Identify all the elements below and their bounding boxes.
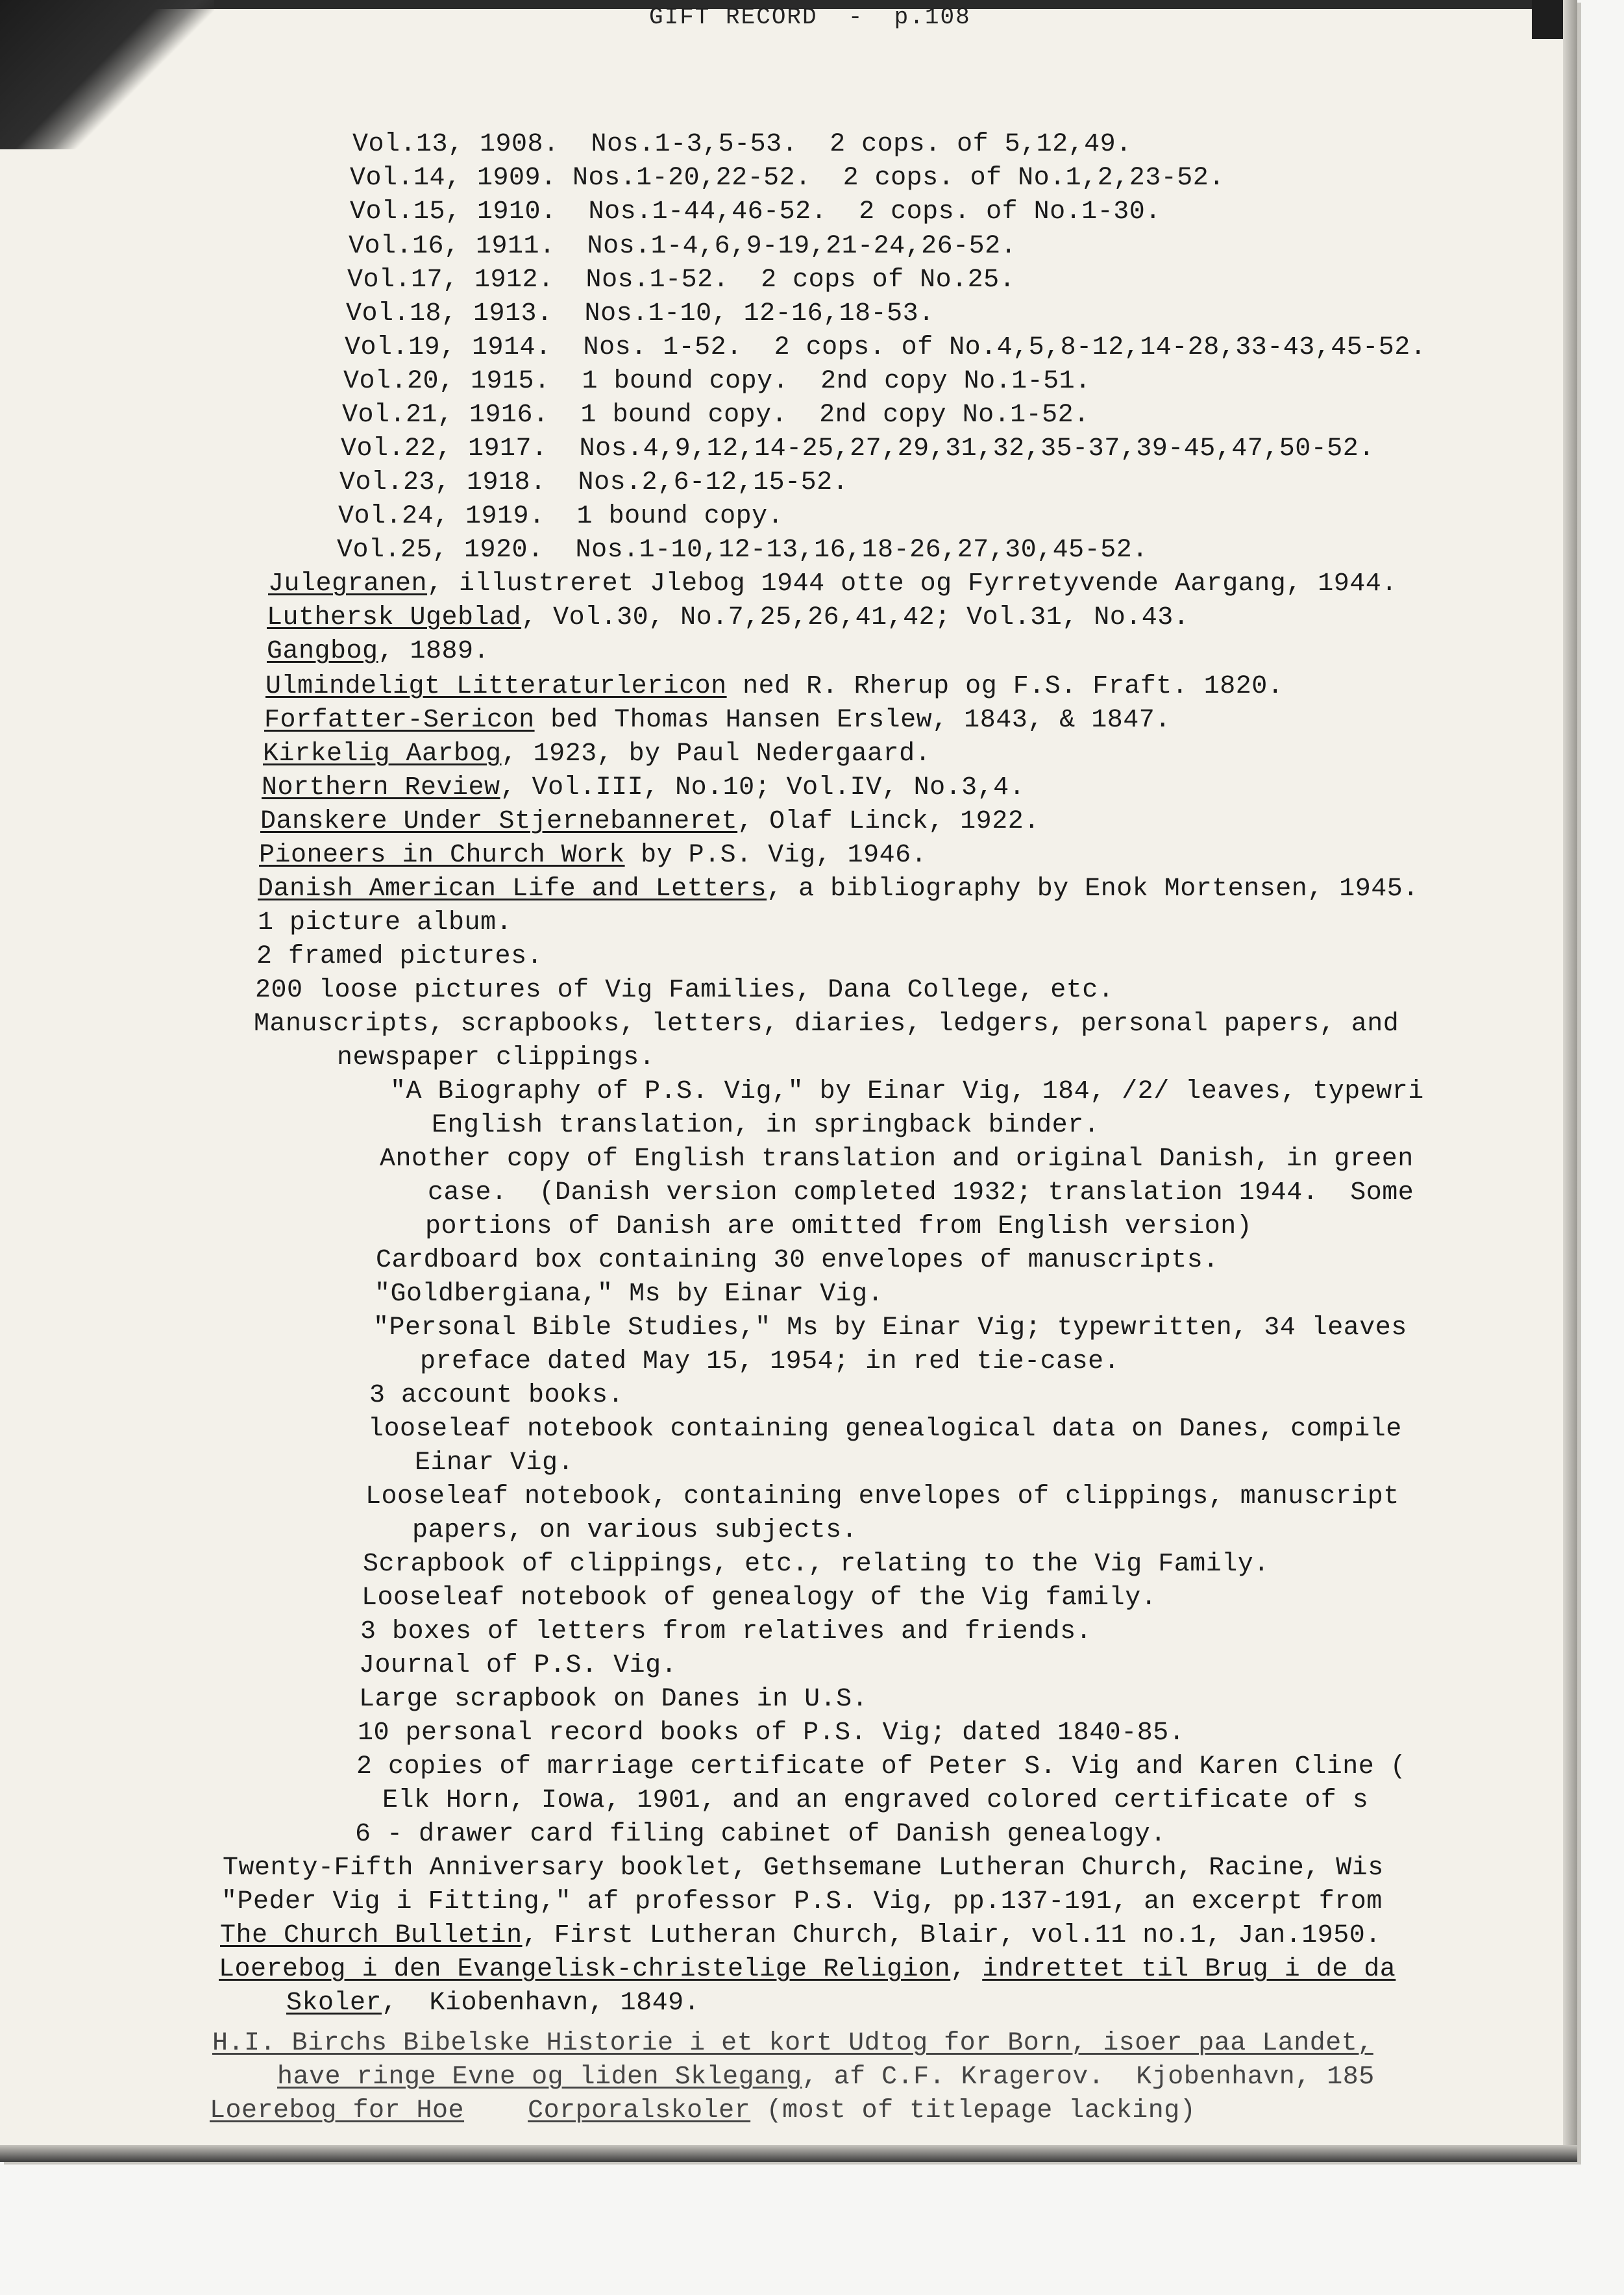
book-entry-julegranen: [268, 569, 1397, 599]
volume-line: Vol.25, 1920. Nos.1-10,12-13,16,18-26,27,30,45-52.: [337, 536, 1148, 565]
item-line: 2 framed pictures.: [256, 942, 543, 971]
volume-line: Vol.18, 1913. Nos.1-10, 12-16,18-53.: [346, 299, 935, 329]
entry-twentyfifth: Twenty-Fifth Anniversary booklet, Gethsemane Lutheran Church, Racine, Wis: [223, 1854, 1384, 1883]
book-detail: , illustreret Jlebog 1944 otte og Fyrretyvende Aargang, 1944.: [427, 569, 1397, 599]
manuscript-line: portions of Danish are omitted from English version): [425, 1212, 1253, 1241]
entry-peder-vig: "Peder Vig i Fitting," af professor P.S. Vig, pp.137-191, an excerpt from: [221, 1887, 1383, 1917]
manuscript-line: looseleaf notebook containing genealogical data on Danes, compile: [368, 1415, 1402, 1444]
page-header: GIFT RECORD - p.108: [649, 4, 971, 31]
book-detail: , Vol.III, No.10; Vol.IV, No.3,4.: [500, 773, 1026, 802]
volume-line: Vol.14, 1909. Nos.1-20,22-52. 2 cops. of No.1,2,23-52.: [350, 164, 1225, 193]
book-detail: bed Thomas Hansen Erslew, 1843, & 1847.: [534, 706, 1171, 735]
manuscript-line: Einar Vig.: [415, 1448, 574, 1478]
book-title-continued: Corporalskoler: [528, 2096, 751, 2126]
book-detail: , 1889.: [378, 637, 490, 666]
book-entry-kirkelig: [263, 739, 931, 769]
book-title: Danish American Life and Letters: [258, 875, 767, 904]
manuscript-line: preface dated May 15, 1954; in red tie-case.: [420, 1347, 1120, 1376]
manuscript-line: "A Biography of P.S. Vig," by Einar Vig, 184, /2/ leaves, typewri: [390, 1077, 1424, 1106]
book-detail: , af C.F. Kragerov. Kjobenhavn, 185: [802, 2063, 1375, 2092]
item-line: Manuscripts, scrapbooks, letters, diaries, ledgers, personal papers, and: [254, 1010, 1399, 1039]
entry-birch: [212, 2029, 1373, 2059]
book-title-continued: indrettet til Brug i de da: [982, 1955, 1396, 1984]
manuscript-line: case. (Danish version completed 1932; translation 1944. Some: [428, 1178, 1414, 1208]
book-title: H.I. Birchs Bibelske Historie i et kort Udtog for Born, isoer paa Landet,: [212, 2029, 1373, 2058]
manuscript-line: Elk Horn, Iowa, 1901, and an engraved colored certificate of s: [382, 1786, 1369, 1815]
item-line: 200 loose pictures of Vig Families, Dana College, etc.: [255, 976, 1114, 1005]
book-detail: , 1923, by Paul Nedergaard.: [501, 739, 931, 769]
book-title: The Church Bulletin: [220, 1921, 523, 1950]
scan-edge-bottom: [0, 2145, 1577, 2162]
manuscript-line: Looseleaf notebook, containing envelopes of clippings, manuscript: [365, 1482, 1399, 1511]
manuscript-line: 10 personal record books of P.S. Vig; dated 1840-85.: [358, 1718, 1185, 1748]
book-entry-northern: [262, 773, 1025, 803]
book-detail: ned R. Rherup og F.S. Fraft. 1820.: [726, 672, 1284, 701]
manuscript-line: 3 boxes of letters from relatives and friends.: [360, 1617, 1092, 1646]
manuscript-line: 2 copies of marriage certificate of Peter S. Vig and Karen Cline (: [356, 1752, 1407, 1781]
book-detail: ,: [950, 1955, 983, 1984]
book-detail: , Olaf Linck, 1922.: [737, 807, 1040, 836]
book-detail: , Kiobenhavn, 1849.: [382, 1989, 700, 2018]
book-detail: , a bibliography by Enok Mortensen, 1945.: [767, 875, 1419, 904]
volume-line: Vol.20, 1915. 1 bound copy. 2nd copy No.1-51.: [343, 367, 1091, 396]
item-line: 1 picture album.: [258, 908, 513, 937]
scan-corner-shadow: [0, 0, 214, 149]
manuscript-line: Journal of P.S. Vig.: [359, 1651, 678, 1680]
volume-line: Vol.13, 1908. Nos.1-3,5-53. 2 cops. of 5,12,49.: [352, 130, 1132, 159]
manuscript-line: Looseleaf notebook of genealogy of the Vig family.: [362, 1583, 1157, 1613]
volume-line: Vol.21, 1916. 1 bound copy. 2nd copy No.1-52.: [342, 401, 1090, 430]
manuscript-line: "Personal Bible Studies," Ms by Einar Vig; typewritten, 34 leaves: [373, 1313, 1407, 1343]
manuscript-line: 6 - drawer card filing cabinet of Danish genealogy.: [355, 1820, 1166, 1849]
manuscript-line: Another copy of English translation and original Danish, in green: [380, 1145, 1414, 1174]
manuscript-line: Large scrapbook on Danes in U.S.: [359, 1685, 868, 1714]
book-detail: by P.S. Vig, 1946.: [624, 841, 928, 870]
book-detail: , First Lutheran Church, Blair, vol.11 no.1, Jan.1950.: [522, 1921, 1381, 1950]
volume-line: Vol.17, 1912. Nos.1-52. 2 cops of No.25.: [347, 266, 1016, 295]
book-entry-forfatter: [264, 706, 1171, 736]
entry-church-bulletin: [220, 1921, 1381, 1951]
book-entry-pioneers: [259, 841, 927, 871]
book-title: Northern Review: [262, 773, 500, 802]
book-title: Pioneers in Church Work: [259, 841, 625, 870]
book-entry-ulmindeligt: [265, 672, 1283, 702]
manuscript-line: "Goldbergiana," Ms by Einar Vig.: [375, 1280, 884, 1309]
volume-line: Vol.19, 1914. Nos. 1-52. 2 cops. of No.4,5,8-12,14-28,33-43,45-52.: [345, 333, 1427, 362]
book-title: Julegranen: [268, 569, 428, 599]
book-title: Skoler: [286, 1989, 382, 2018]
book-title: Loerebog for Hoe: [210, 2096, 465, 2126]
item-line: newspaper clippings.: [337, 1043, 656, 1073]
book-title: Luthersk Ugeblad: [267, 603, 522, 632]
volume-line: Vol.15, 1910. Nos.1-44,46-52. 2 cops. of No.1-30.: [350, 197, 1161, 227]
manuscript-line: English translation, in springback binder.: [432, 1111, 1100, 1140]
book-title: Forfatter-Sericon: [264, 706, 535, 735]
entry-loerebog-hoe: [210, 2096, 1196, 2126]
book-detail: , Vol.30, No.7,25,26,41,42; Vol.31, No.43.: [521, 603, 1190, 632]
book-entry-gangbog: [267, 637, 489, 667]
book-detail: (most of titlepage lacking): [750, 2096, 1196, 2126]
book-title: have ringe Evne og liden Sklegang: [277, 2063, 802, 2092]
book-title: Danskere Under Stjernebanneret: [260, 807, 738, 836]
book-entry-luthersk: [267, 603, 1189, 633]
volume-line: Vol.22, 1917. Nos.4,9,12,14-25,27,29,31,32,35-37,39-45,47,50-52.: [341, 434, 1375, 464]
volume-line: Vol.24, 1919. 1 bound copy.: [338, 502, 784, 531]
book-title: Ulmindeligt Litteraturlericon: [265, 672, 727, 701]
book-title: Gangbog: [267, 637, 378, 666]
book-entry-danskere: [260, 807, 1040, 837]
volume-line: Vol.23, 1918. Nos.2,6-12,15-52.: [339, 468, 849, 497]
book-title: Kirkelig Aarbog: [263, 739, 502, 769]
entry-loerebog: [219, 1955, 1396, 1985]
manuscript-line: Cardboard box containing 30 envelopes of manuscripts.: [376, 1246, 1219, 1275]
manuscript-line: 3 account books.: [369, 1381, 624, 1410]
book-detail: [464, 2096, 528, 2126]
entry-skoler: [286, 1989, 700, 2018]
manuscript-line: papers, on various subjects.: [412, 1516, 858, 1545]
volume-line: Vol.16, 1911. Nos.1-4,6,9-19,21-24,26-52.: [349, 232, 1017, 261]
scan-edge-right: [1563, 0, 1577, 2162]
entry-birch-cont: [277, 2063, 1375, 2092]
manuscript-line: Scrapbook of clippings, etc., relating to the Vig Family.: [363, 1550, 1270, 1579]
book-title: Loerebog i den Evangelisk-christelige Religion: [219, 1955, 951, 1984]
book-entry-danish: [258, 875, 1419, 904]
